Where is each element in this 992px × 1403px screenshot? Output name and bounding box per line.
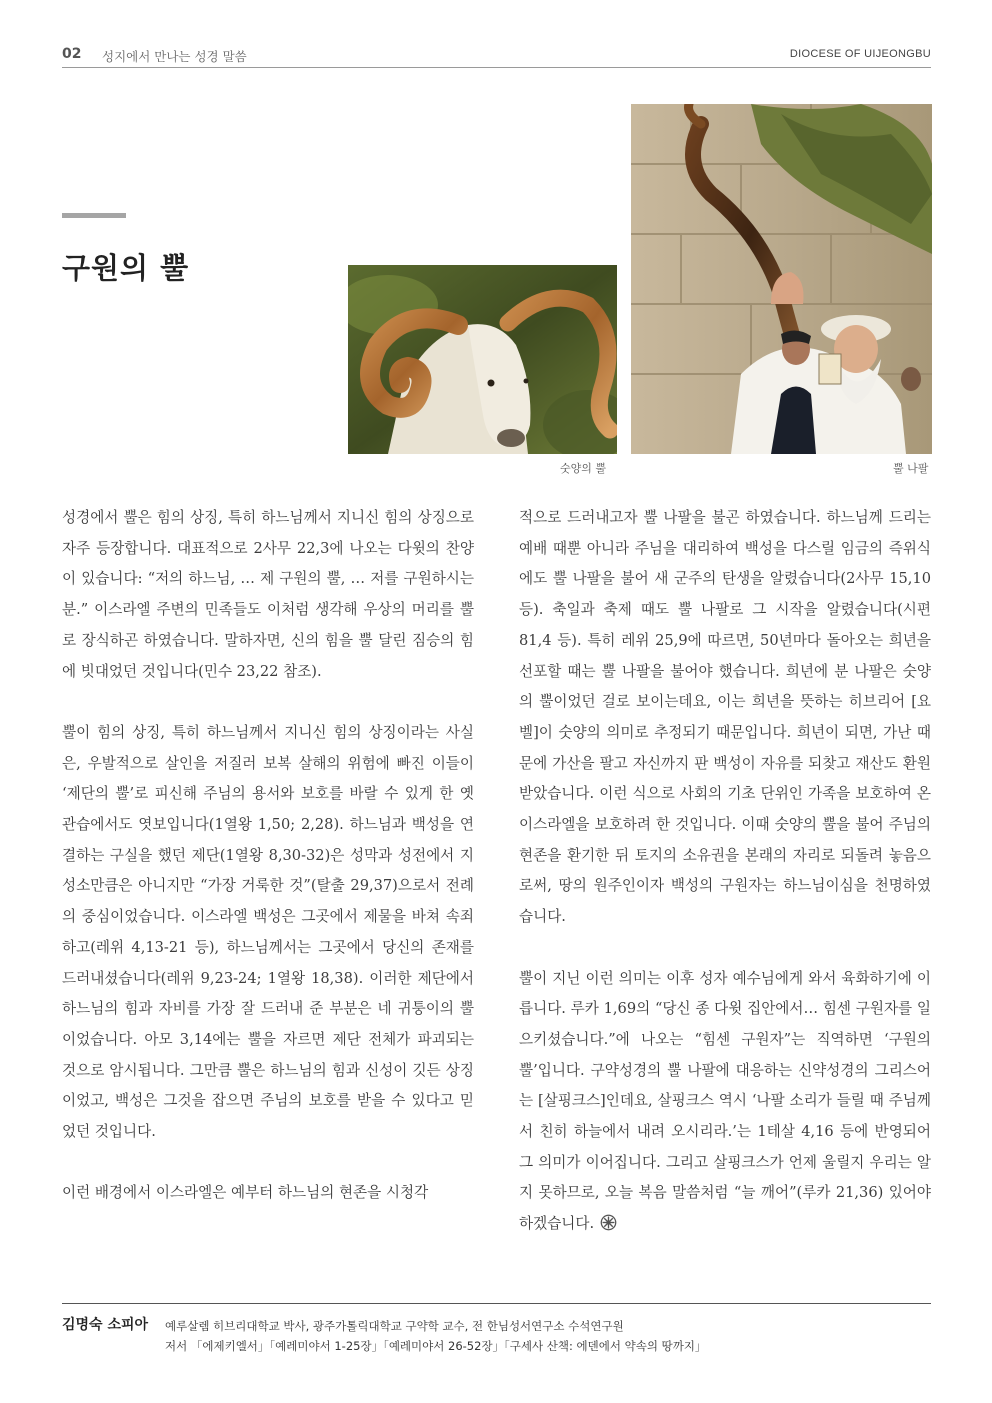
paragraph: 이런 배경에서 이스라엘은 예부터 하느님의 현존을 시청각 [62,1184,429,1202]
author-bio-credentials: 예루살렘 히브리대학교 박사, 광주가톨릭대학교 구약학 교수, 전 한님성서연구소 수석연구원 [165,1319,624,1333]
author-bio [165,1316,706,1356]
section-title: 성지에서 만나는 성경 말씀 [102,49,247,64]
paragraph: 뿔이 힘의 상징, 특히 하느님께서 지니신 힘의 상징이라는 사실은, 우발적으로 살인을 저질러 보복 살해의 위험에 빠진 이들이 ‘제단의 뿔’로 피신해 주님의 용서와 보호를 바랄 수 있게 한 옛 관습에서도 엿보입니다(1열왕 1,50; 2,28). 하느님과 백성을 연결하는 구실을 했던 제단(1열왕 8,30-32)은 성막과 성전에서 지성소만큼은 아니지만 “가장 거룩한 것”(탈출 29,37)으로서 전례의 중심이었습니다. 이스라엘 백성은 그곳에서 제물을 바쳐 속죄하고(레위 4,13-21 등), 하느님께서는 그곳에서 당신의 존재를 드러내셨습니다(레위 9,23-24; 1열왕 18,38). 이러한 제단에서 하느님의 힘과 자비를 가장 잘 드러내 준 부분은 네 귀퉁이의 뿔이었습니다. 아모 3,14에는 뿔을 자르면 제단 전체가 파괴되는 것으로 암시됩니다. 그만큼 뿔은 하느님의 힘과 신성이 깃든 상징이었고, 백성은 그것을 잡으면 주님의 보호를 받을 수 있다고 믿었던 것입니다. [62,723,474,1141]
author-name: 김명숙 소피아 [62,1317,149,1333]
article-title: 구원의 뿔 [62,251,190,285]
paragraph: 성경에서 뿔은 힘의 상징, 특히 하느님께서 지니신 힘의 상징으로 자주 등장합니다. 대표적으로 2사무 22,3에 나오는 다윗의 찬양이 있습니다: “저의 하느님, … 제 구원의 뿔, … 저를 구원하시는 분.” 이스라엘 주변의 민족들도 이처럼 생각해 우상의 머리를 뿔로 장식하곤 하였습니다. 말하자면, 신의 힘을 뿔 달린 짐승의 힘에 빗대었던 것입니다(민수 23,22 참조). [62,509,474,680]
shofar-photo-caption: 뿔 나팔 [893,462,929,475]
author-bio-books: 저서 「에제키엘서」「예레미야서 1-25장」「예레미야서 26-52장」「구세사 산책: 에덴에서 약속의 땅까지」 [165,1339,707,1353]
paragraph: 적으로 드러내고자 뿔 나팔을 불곤 하였습니다. 하느님께 드리는 예배 때뿐 아니라 주님을 대리하여 백성을 다스릴 임금의 즉위식에도 뿔 나팔을 불어 새 군주의 탄생을 알렸습니다(2사무 15,10 등). 축일과 축제 때도 뿔 나팔로 그 시작을 알렸습니다(시편 81,4 등). 특히 레위 25,9에 따르면, 50년마다 돌아오는 희년을 선포할 때는 뿔 나팔을 불어야 했습니다. 희년에 분 나팔은 숫양의 뿔이었던 걸로 보이는데요, 이는 희년을 뜻하는 히브리어 [요벨]이 숫양의 의미로 추정되기 때문입니다. 희년이 되면, 가난 때문에 가산을 팔고 자신까지 판 백성이 자유를 되찾고 재산도 환원 받았습니다. 이런 식으로 사회의 기초 단위인 가족을 보호하여 온 이스라엘을 보호하려 한 것입니다. 이때 숫양의 뿔을 불어 주님의 현존을 환기한 뒤 토지의 소유권을 본래의 자리로 되돌려 놓음으로써, 땅의 원주인이자 백성의 구원자는 하느님이심을 천명하였습니다. [519,509,931,926]
article-column-right [519,503,931,1240]
paragraph-text: 뿔이 지닌 이런 의미는 이후 성자 예수님에게 와서 육화하기에 이릅니다. 루카 1,69의 “당신 종 다윗 집안에서… 힘센 구원자를 일으키셨습니다.”에 나오는 “힘센 구원자”는 직역하면 ‘구원의 뿔’입니다. 구약성경의 뿔 나팔에 대응하는 신약성경의 그리스어는 [살핑크스]인데요, 살핑크스 역시 ‘나팔 소리가 들릴 때 주님께서 친히 하늘에서 내려 오시리라.’는 1테살 4,16 등에 반영되어 그 의미가 이어집니다. 그리고 살핑크스가 언제 울릴지 우리는 알지 못하므로, 오늘 복음 말씀처럼 “늘 깨어”(루카 21,36) 있어야 하겠습니다. [519,969,931,1233]
end-mark-icon [600,1214,617,1231]
page-number: 02 [62,46,82,62]
page-header [62,44,931,68]
ram-horn-photo [348,265,617,454]
ram-photo-caption: 숫양의 뿔 [560,462,607,475]
article-column-left [62,503,474,1209]
title-accent-bar [62,213,126,218]
publisher-name: DIOCESE OF UIJEONGBU [789,48,931,60]
shofar-photo [631,104,932,454]
paragraph [519,964,931,1240]
footer-divider [62,1303,931,1304]
